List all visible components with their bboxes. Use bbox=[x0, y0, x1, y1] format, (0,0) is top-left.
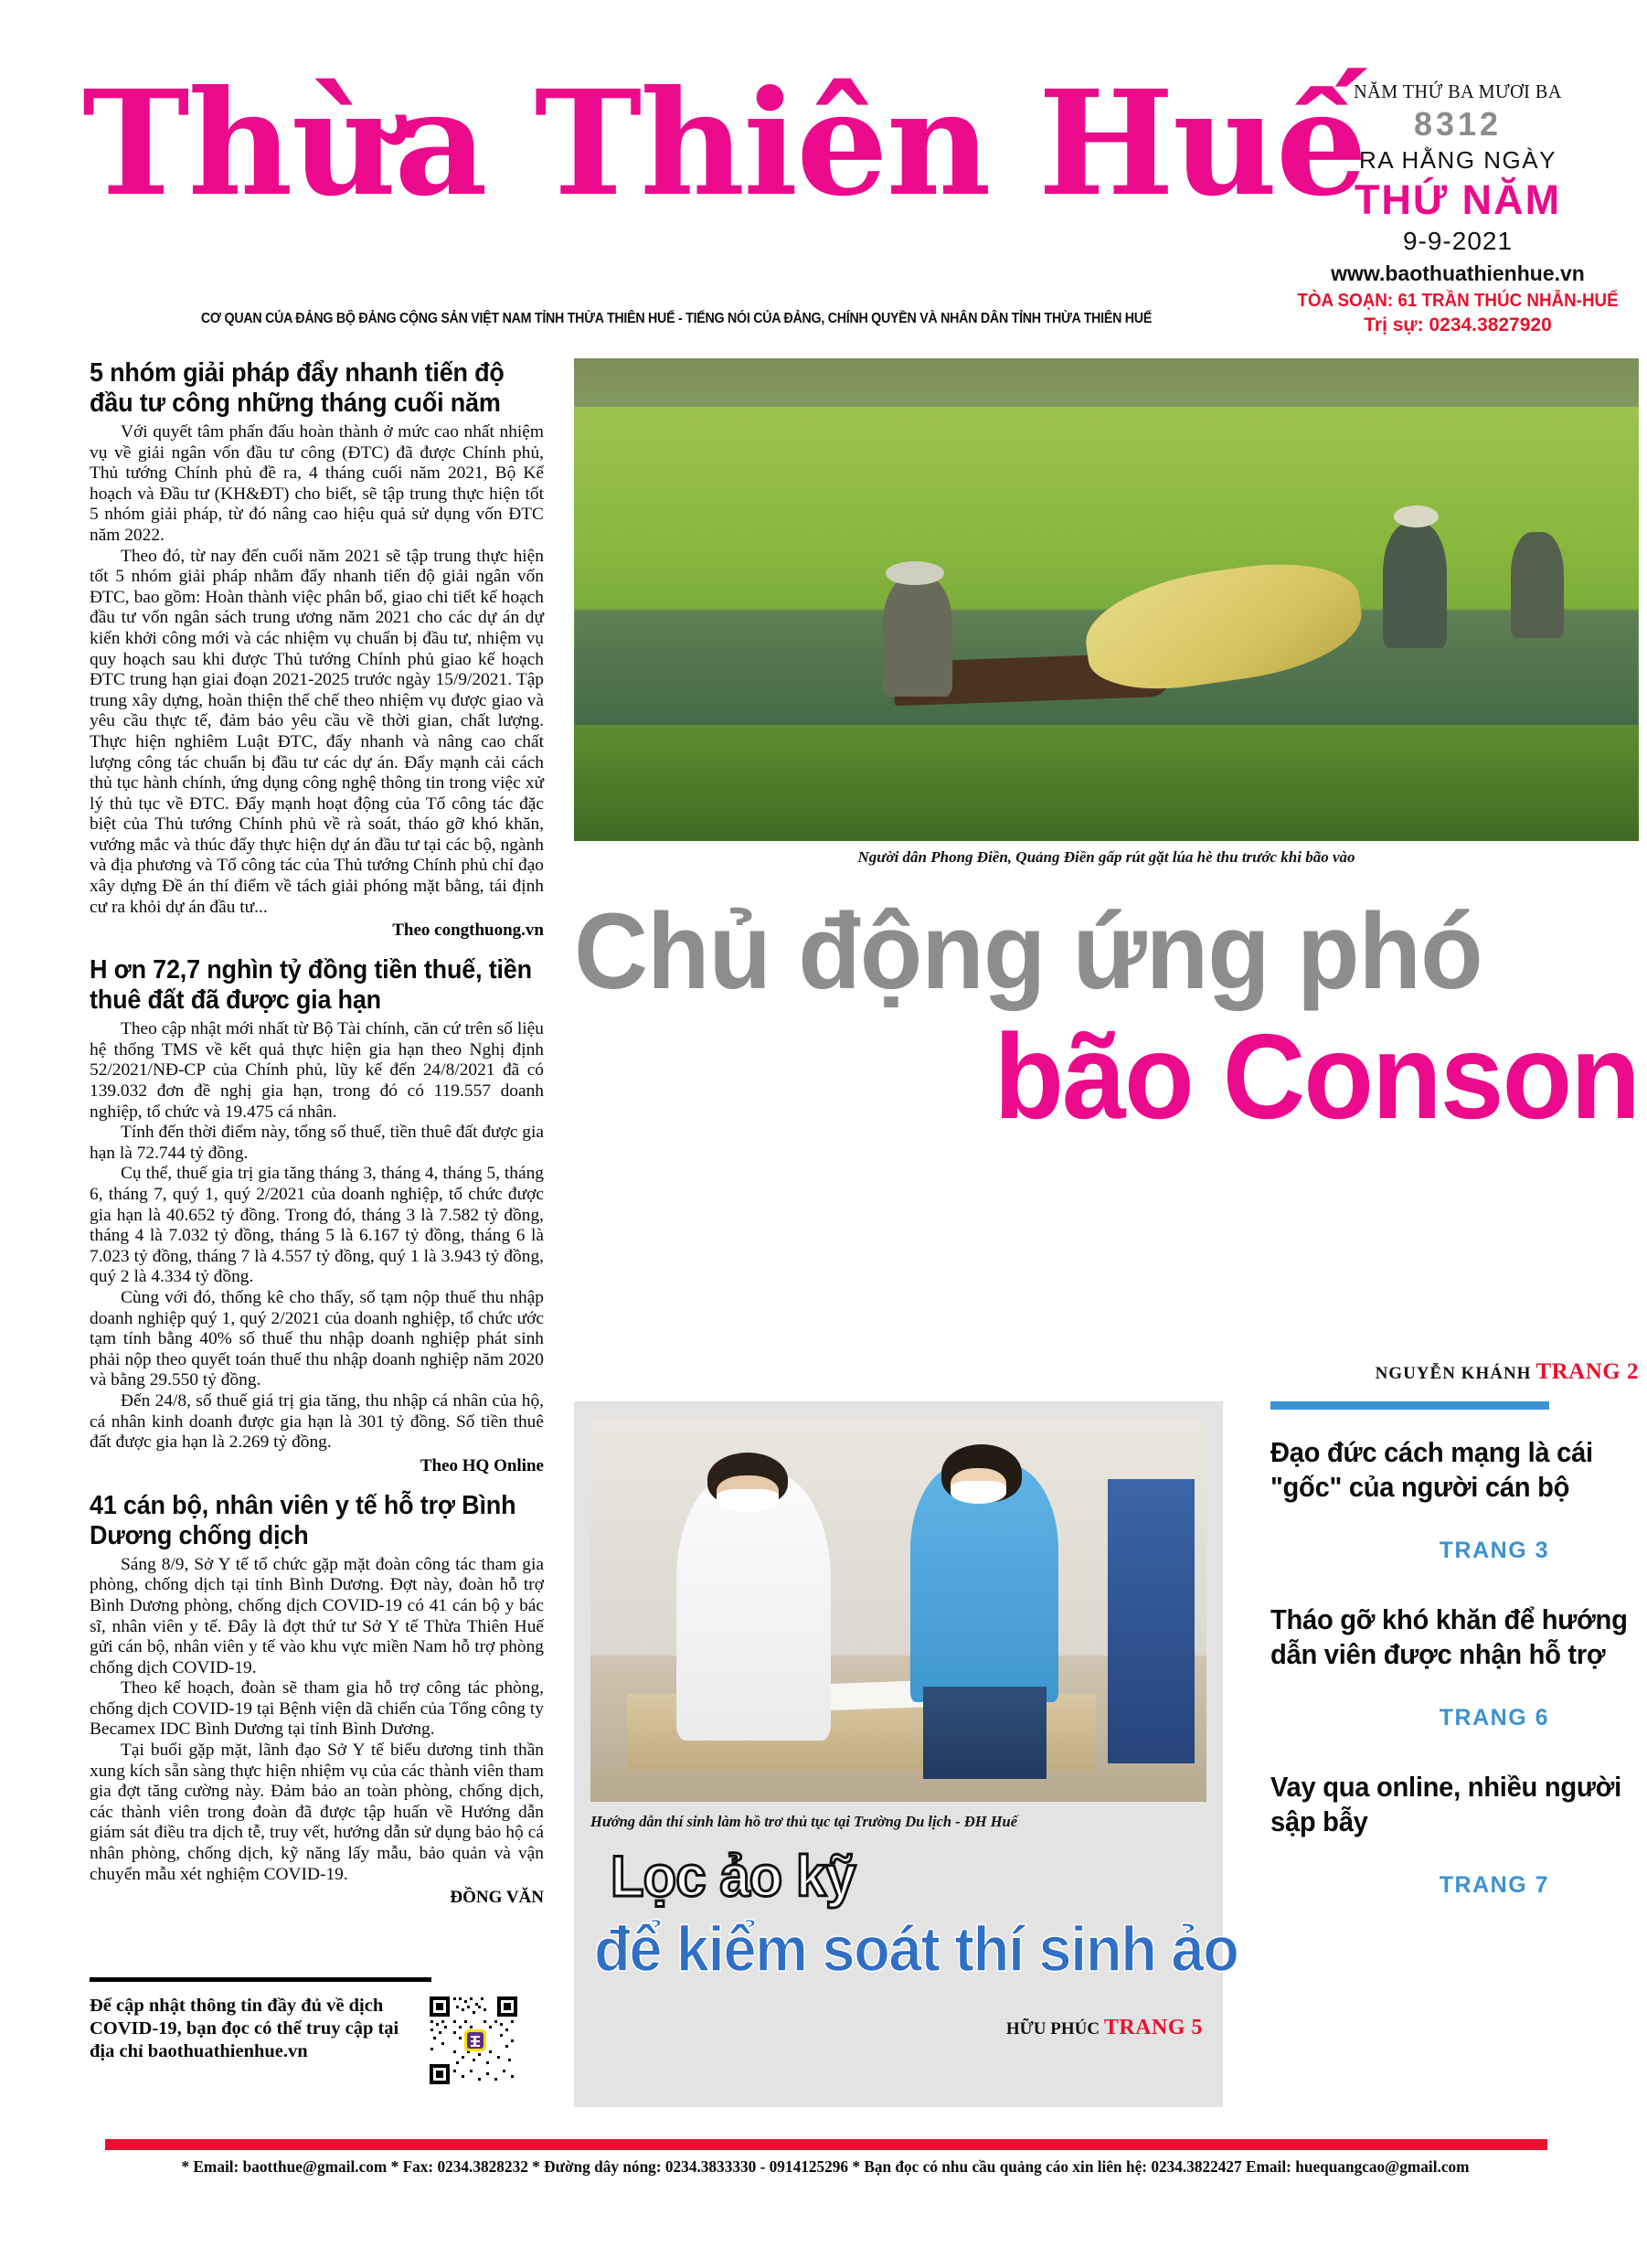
article-byline: Theo congthuong.vn bbox=[392, 921, 544, 941]
website-url[interactable]: www.baothuathienhue.vn bbox=[1331, 261, 1585, 285]
panel-author: HỮU PHÚC bbox=[1005, 2019, 1100, 2039]
paragraph: Theo kế hoạch, đoàn sẽ tham gia hỗ trợ công tác phòng, chống dịch COVID-19 tại Bệnh viện dã chiến của Tổng công ty Becamex IDC Bình Dương tại tỉnh Bình Dương. bbox=[90, 1678, 544, 1740]
panel-headline-line2[interactable]: để kiểm soát thí sinh ảo bbox=[594, 1913, 1238, 1985]
teaser-column bbox=[1270, 1401, 1636, 1937]
left-article-column bbox=[90, 358, 544, 1908]
panel-headline-line1[interactable]: Lọc ảo kỹ bbox=[611, 1845, 855, 1909]
secondary-feature-panel bbox=[574, 1401, 1238, 2107]
lead-headline-line2: bão Conson bbox=[994, 1009, 1639, 1144]
photo-person-hat bbox=[1394, 506, 1439, 527]
column-spacer bbox=[90, 941, 544, 955]
article-headline[interactable]: 5 nhóm giải pháp đẩy nhanh tiến độ đầu tư công những tháng cuối năm bbox=[90, 358, 505, 418]
qr-code-icon[interactable] bbox=[428, 1995, 519, 2086]
masthead-tagline: CƠ QUAN CỦA ĐẢNG BỘ ĐẢNG CỘNG SẢN VIỆT NAM TỈNH THỪA THIÊN HUẾ - TIẾNG NÓI CỦA ĐẢNG, CHÍNH QUYỀN VÀ NHÂN DÂN TỈNH THỪA THIÊN HUẾ bbox=[200, 311, 1153, 326]
teaser-headline: Đạo đức cách mạng là cái "gốc" của người cán bộ bbox=[1270, 1436, 1593, 1503]
lead-headline-line1: Chủ động ứng phó bbox=[574, 891, 1482, 1012]
lead-page-ref[interactable]: TRANG 2 bbox=[1535, 1359, 1639, 1384]
teaser-headline: Vay qua online, nhiều người sập bẫy bbox=[1270, 1771, 1621, 1837]
teaser-headline: Tháo gỡ khó khăn để hướng dẫn viên được nhận hỗ trợ bbox=[1270, 1603, 1628, 1670]
teaser-divider bbox=[1270, 1401, 1549, 1410]
panel-photo-caption: Hướng dẫn thí sinh làm hồ trơ thủ tục tại Trường Du lịch - ĐH Huế bbox=[590, 1813, 1018, 1830]
panel-credit bbox=[1006, 2016, 1203, 2040]
article-headline[interactable]: 41 cán bộ, nhân viên y tế hỗ trợ Bình Dương chống dịch bbox=[90, 1490, 516, 1550]
photo-person bbox=[1511, 532, 1564, 638]
article-body bbox=[90, 1019, 544, 1453]
article-body bbox=[90, 422, 544, 918]
article-headline[interactable]: H ơn 72,7 nghìn tỷ đồng tiền thuế, tiền thuê đất đã được gia hạn bbox=[90, 955, 532, 1016]
article-investment bbox=[90, 358, 544, 941]
publication-weekday: THỨ NĂM bbox=[1354, 176, 1562, 223]
paragraph: Cụ thể, thuế gia trị gia tăng tháng 3, tháng 4, tháng 5, tháng 6, tháng 7, quý 1, quý 2/2021 của doanh nghiệp, tổ chức được gia hạn là 40.652 tỷ đồng. Trong đó, tháng 3 là 7.582 tỷ đồng, tháng 4 là 7.032 tỷ đồng, tháng 5 là 6.167 tỷ đồng, tháng 6 là 7.023 tỷ đồng, tháng 7 là 4.557 tỷ đồng, quý 1 là 3.943 tỷ đồng, quý 2 là 4.334 tỷ đồng. bbox=[90, 1164, 544, 1287]
lead-photo-rice-harvest bbox=[574, 358, 1639, 841]
teaser-item[interactable] bbox=[1270, 1770, 1636, 1899]
lead-author: NGUYỄN KHÁNH bbox=[1375, 1364, 1532, 1383]
masthead-info-block bbox=[1275, 80, 1641, 336]
panel-page-ref[interactable]: TRANG 5 bbox=[1103, 2016, 1203, 2039]
paragraph: Theo cập nhật mới nhất từ Bộ Tài chính, căn cứ trên số liệu hệ thống TMS về kết quả thực hiện gia hạn theo Nghị định 52/2021/NĐ-CP của Chính phủ, lũy kế đến 24/8/2021 đã có 139.032 đơn đề nghị gia hạn, trong đó có 119.557 doanh nghiệp, tổ chức và 19.475 cá nhân. bbox=[90, 1019, 544, 1122]
teaser-item[interactable] bbox=[1270, 1603, 1636, 1731]
lead-credit bbox=[574, 1359, 1639, 1385]
issue-number: 8312 bbox=[1413, 105, 1503, 143]
paragraph: Tính đến thời điểm này, tổng số thuế, tiền thuê đất được gia hạn là 72.744 tỷ đồng. bbox=[90, 1123, 544, 1163]
article-byline: Theo HQ Online bbox=[420, 1455, 544, 1475]
footer-rule bbox=[105, 2139, 1547, 2150]
paragraph: Với quyết tâm phấn đấu hoàn thành ở mức cao nhất nhiệm vụ về giải ngân vốn đầu tư công (ĐTC) đã được Chính phủ, Thủ tướng Chính phủ đề ra, 4 tháng cuối năm 2021, Bộ Kế hoạch và Đầu tư (KH&ĐT) cho biết, sẽ tập trung thực hiện tốt 5 nhóm giải pháp, từ đó nâng cao hiệu quả sử dụng vốn ĐTC năm 2022. bbox=[90, 422, 544, 545]
lead-photo-caption: Người dân Phong Điền, Quảng Điền gấp rút gặt lúa hè thu trước khi bão vào bbox=[857, 848, 1355, 866]
teaser-page-ref[interactable]: TRANG 7 bbox=[1439, 1872, 1549, 1898]
teaser-item[interactable] bbox=[1270, 1435, 1636, 1564]
teaser-page-ref[interactable]: TRANG 6 bbox=[1439, 1705, 1549, 1730]
photo-foreground-grass bbox=[574, 725, 1639, 841]
photo-person bbox=[883, 576, 952, 697]
paragraph: Đến 24/8, số thuế giá trị gia tăng, thu nhập cá nhân của hộ, cá nhân kinh doanh được gia hạn là 301 tỷ đồng. Số tiền thuê đất được gia hạn là 2.269 tỷ đồng. bbox=[90, 1390, 544, 1453]
newspaper-title: Thừa Thiên Huế bbox=[82, 59, 1366, 229]
teaser-page-ref[interactable]: TRANG 3 bbox=[1439, 1538, 1549, 1563]
panel-photo-exam-registration bbox=[590, 1418, 1206, 1802]
paragraph: Theo đó, từ nay đến cuối năm 2021 sẽ tập trung thực hiện tốt 5 nhóm giải pháp nhằm đẩy nhanh tiến độ giải ngân vốn ĐTC, bao gồm: Hoàn thành việc phân bổ, giao chi tiết kế hoạch đầu tư vốn ngân sách trung ương năm 2021 cho các dự án dự kiến khởi công mới và các nhiệm vụ chuẩn bị đầu tư, nhiệm vụ quy hoạch sau khi được Thủ tướng Chính phủ giao kế hoạch ĐTC trung hạn giai đoạn 2021-2025 trước ngày 15/9/2021. Tập trung xây dựng, hoàn thiện thể chế theo nhiệm vụ được giao và yêu cầu thực tế, đảm bảo yêu cầu về thời gian, chất lượng. Thực hiện nghiêm Luật ĐTC, đẩy nhanh và nâng cao chất lượng công tác chuẩn bị đầu tư các dự án. Đẩy mạnh cải cách thủ tục hành chính, ứng dụng công nghệ thông tin trong việc xử lý thủ tục về ĐTC. Đẩy mạnh hoạt động của Tổ công tác đặc biệt của Thủ tướng Chính phủ về rà soát, tháo gỡ khó khăn, vướng mắc và thúc đẩy thực hiện dự án đầu tư tại các bộ, ngành và địa phương và Tổ công tác của Thủ tướng Chính phủ chỉ đạo xây dựng Đề án thí điểm về tách giải phóng mặt bằng, tái định cư ra khỏi dự án đầu tư... bbox=[90, 546, 544, 917]
masthead bbox=[0, 0, 1647, 338]
article-tax-extension bbox=[90, 955, 544, 1475]
qr-promo-text: Để cập nhật thông tin đầy đủ về dịch COVID-19, bạn đọc có thể truy cập tại địa chỉ baothuathienhue.vn bbox=[90, 1996, 399, 2061]
office-phone: Trị sự: 0234.3827920 bbox=[1364, 314, 1552, 335]
photo-person bbox=[1383, 523, 1447, 648]
divider bbox=[90, 1977, 431, 1982]
paragraph: Tại buổi gặp mặt, lãnh đạo Sở Y tế biểu dương tinh thần xung kích sẵn sàng thực hiện nhiệm vụ của các thành viên tham gia đợt tăng cường này. Đảm bảo an toàn phòng, chống dịch, các thành viên trong đoàn đã được tập huấn về Hướng dẫn giám sát điều tra dịch tễ, truy vết, hướng dẫn sử dụng bảo hộ cá nhân phòng, chống dịch, kỹ năng lấy mẫu, bảo quản và vận chuyển mẫu xét nghiệm COVID-19. bbox=[90, 1741, 544, 1884]
article-health-staff bbox=[90, 1491, 544, 1909]
photo-student bbox=[676, 1472, 831, 1741]
photo-face-mask bbox=[717, 1489, 778, 1512]
publication-date: 9-9-2021 bbox=[1402, 227, 1514, 255]
article-byline: ĐỒNG VĂN bbox=[450, 1888, 544, 1908]
lead-headline[interactable] bbox=[574, 891, 1639, 1144]
footer-contact-line: * Email: baotthue@gmail.com * Fax: 0234.3828232 * Đường dây nóng: 0234.3833330 - 0914125296 * Bạn đọc có nhu cầu quảng cáo xin liên hệ: 0234.3822427 Email: huequangcao@gmail.com bbox=[181, 2157, 1470, 2176]
photo-background-person bbox=[1108, 1479, 1194, 1763]
paragraph: Sáng 8/9, Sở Y tế tổ chức gặp mặt đoàn công tác tham gia phòng, chống dịch tại tỉnh Bình Dương. Đợt này, đoàn hỗ trợ Bình Dương phòng, chống dịch COVID-19 có 41 cán bộ y bác sĩ, nhân viên y tế. Đây là đợt thứ tư Sở Y tế Thừa Thiên Huế gửi cán bộ, nhân viên y tế vào khu vực miền Nam hỗ trợ phòng chống dịch COVID-19. bbox=[90, 1554, 544, 1677]
photo-person-hat bbox=[886, 561, 944, 585]
publication-frequency: RA HẰNG NGÀY bbox=[1359, 146, 1557, 174]
covid-qr-promo bbox=[90, 1977, 544, 2086]
office-address: TÒA SOẠN: 61 TRẦN THÚC NHẪN-HUẾ bbox=[1297, 291, 1619, 311]
publication-year: NĂM THỨ BA MƯƠI BA bbox=[1354, 80, 1562, 102]
article-body bbox=[90, 1555, 544, 1886]
column-spacer bbox=[90, 1476, 544, 1491]
paragraph: Cùng với đó, thống kê cho thấy, số tạm nộp thuế thu nhập doanh nghiệp quý 1, quý 2/2021 của doanh nghiệp, tổ chức ước tạm tính bằng 40% số thuế thu nhập doanh nghiệp phát sinh phải nộp theo quyết toán thuế thu nhập doanh nghiệp năm 2020 và bằng 29.550 tỷ đồng. bbox=[90, 1287, 544, 1390]
photo-volunteer-jeans bbox=[923, 1687, 1047, 1779]
